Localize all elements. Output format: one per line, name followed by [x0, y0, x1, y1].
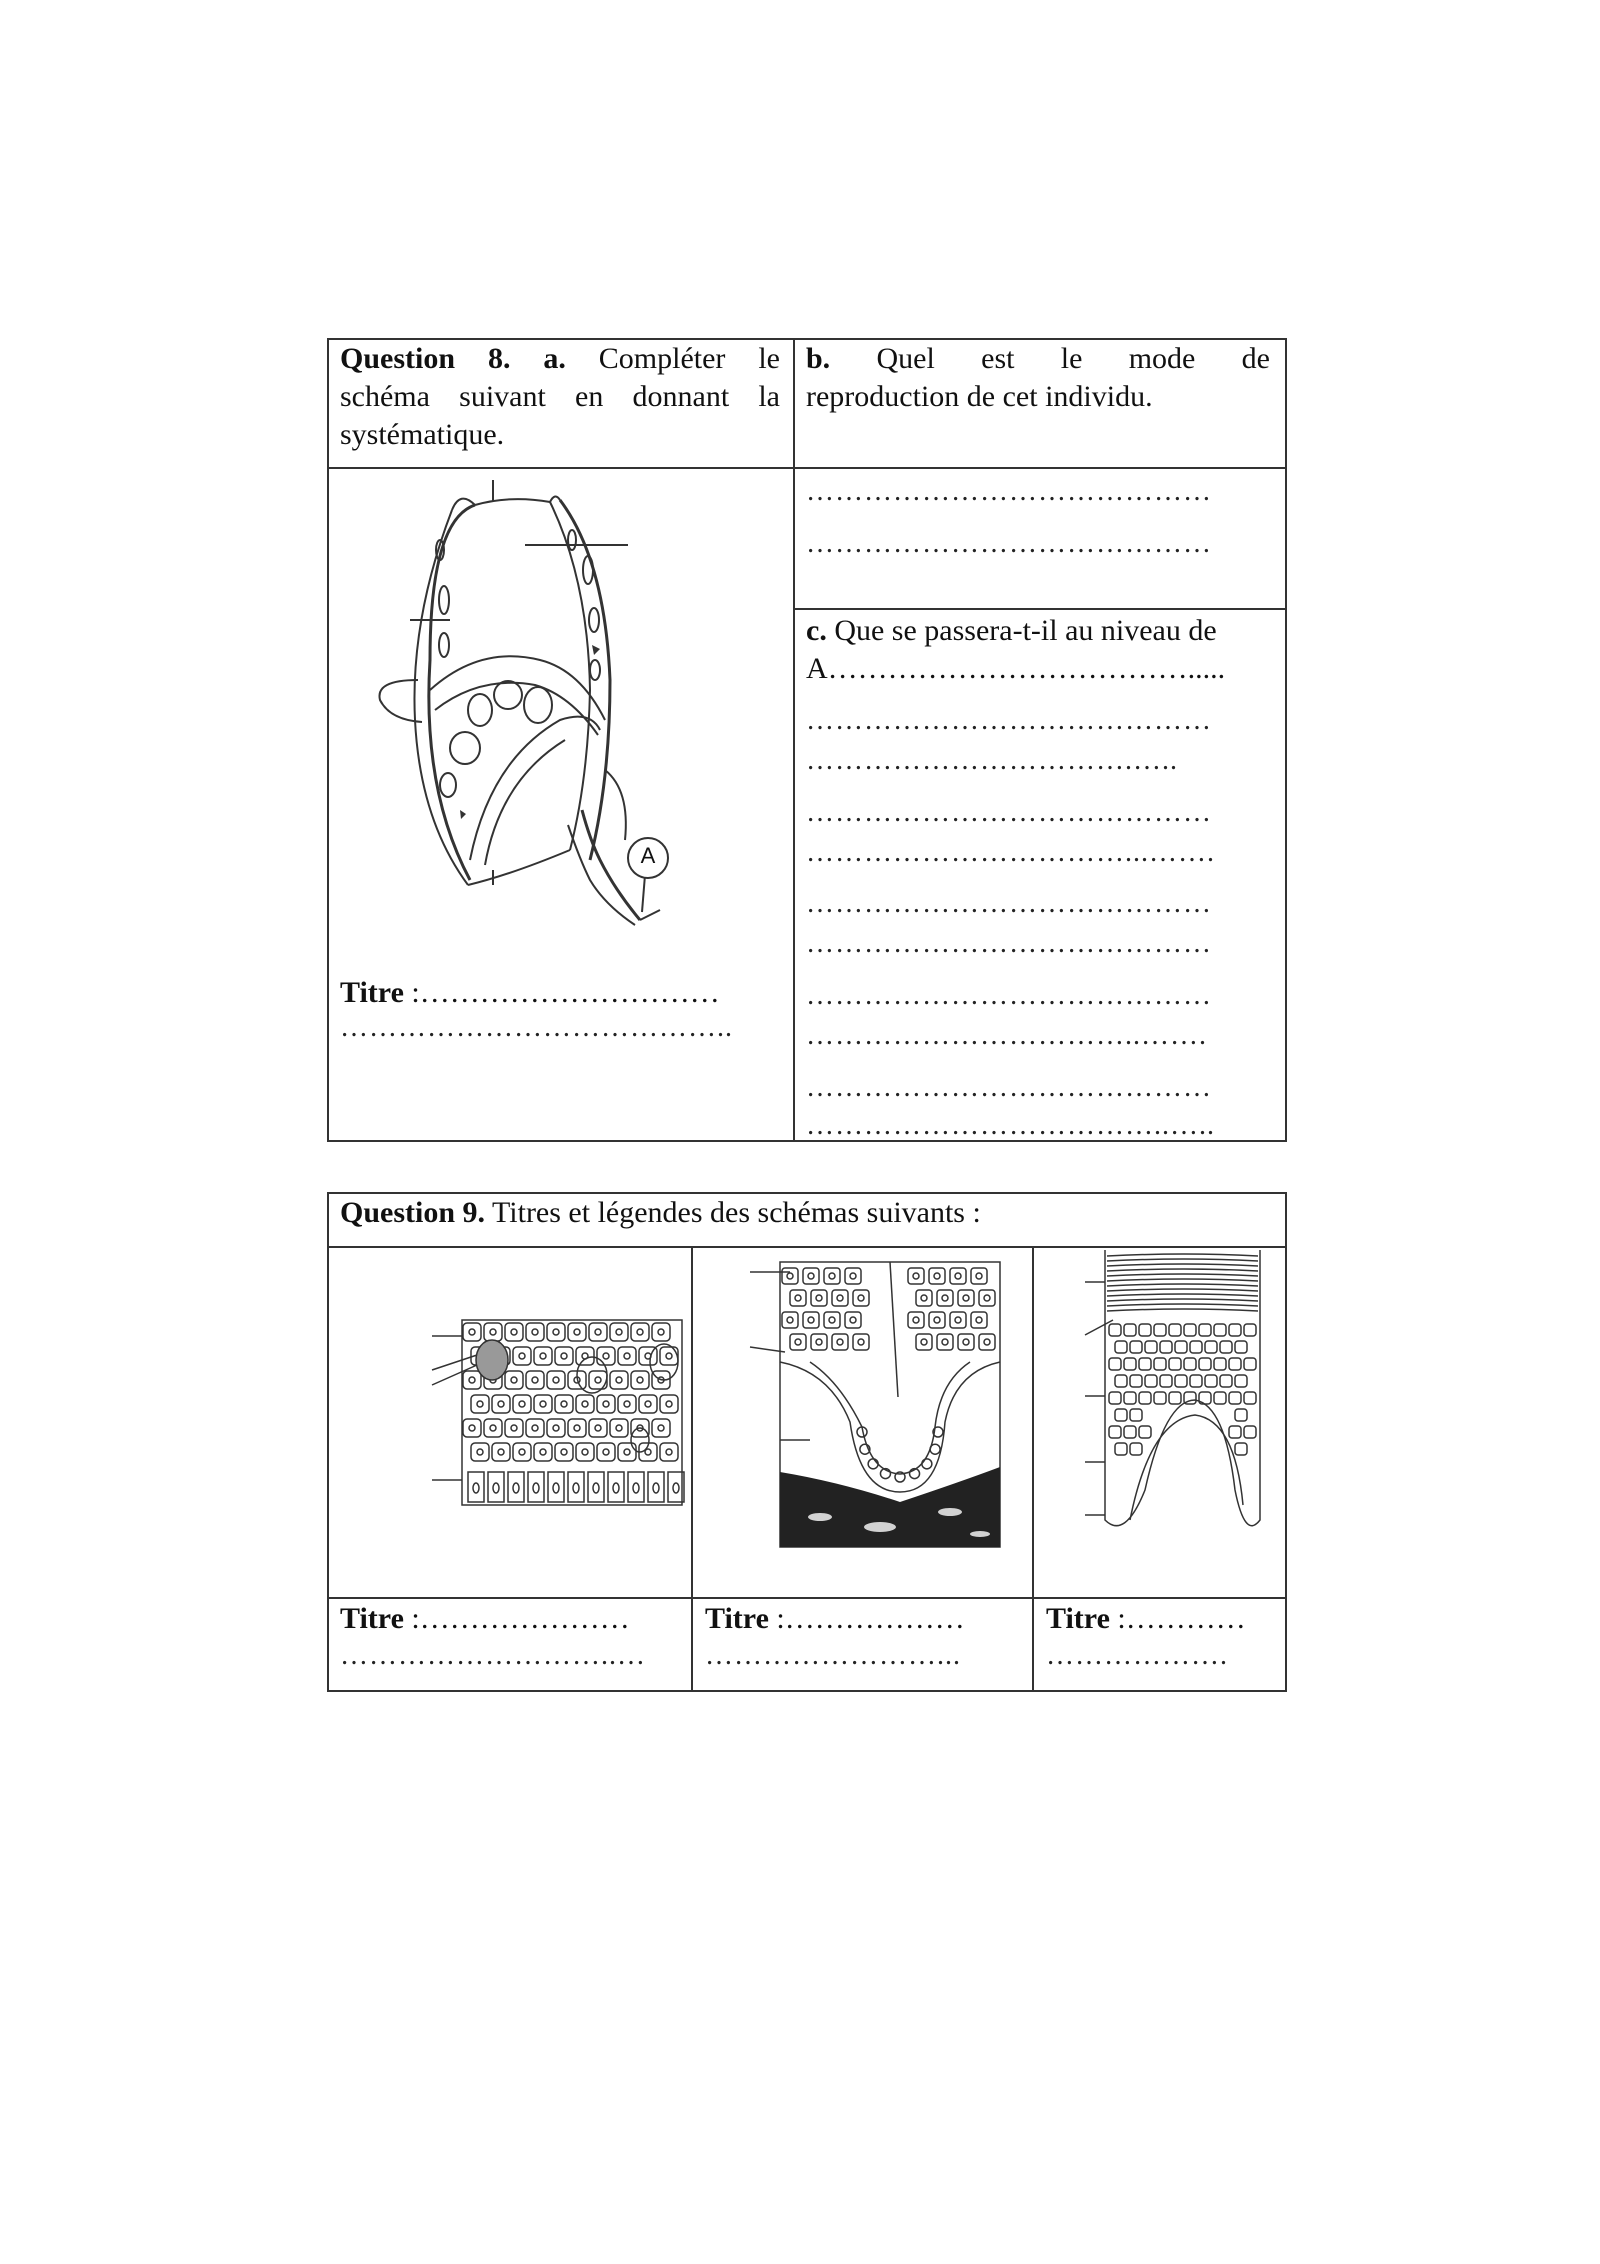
answer-line[interactable]: ……………………………………	[806, 528, 1212, 559]
hydra-section-diagram	[360, 480, 700, 940]
q9-titre-2[interactable]	[705, 1600, 965, 1638]
answer-line[interactable]: ……………………………………	[806, 928, 1212, 959]
answer-line[interactable]: ……………………………………	[806, 705, 1212, 736]
question-8a-titre[interactable]	[340, 974, 780, 1012]
titre-dots-line2[interactable]: ……………….	[1046, 1640, 1228, 1671]
epithelium-diagram-3	[1085, 1250, 1285, 1570]
answer-line[interactable]: ………………………………..…..	[806, 1110, 1215, 1141]
epithelium-diagram-1	[432, 1310, 692, 1510]
question-8a-text-2: schéma suivant en donnant la	[340, 380, 780, 413]
titre-dots: :…………	[1117, 1602, 1246, 1635]
q9-titre-1[interactable]	[340, 1600, 630, 1638]
titre-label: Titre	[705, 1602, 769, 1635]
answer-line[interactable]: ……………………………………	[806, 980, 1212, 1011]
epithelium-diagram-2	[750, 1262, 1010, 1552]
question-9-prompt	[340, 1194, 981, 1232]
question-8c-text-1: Que se passera-t-il au niveau de	[834, 614, 1217, 647]
answer-line[interactable]: ……………………………...…….	[806, 837, 1215, 868]
titre-label: Titre	[1046, 1602, 1110, 1635]
question-8b-prompt	[806, 340, 1270, 416]
titre-dots: :…………………	[411, 1602, 630, 1635]
question-8c-prompt	[806, 612, 1276, 688]
answer-line[interactable]: ……………………………………	[806, 797, 1212, 828]
question-8a-text-1: Compléter le	[598, 342, 780, 375]
titre-dots: :………………	[776, 1602, 965, 1635]
question-8a-prompt	[340, 340, 780, 454]
question-9-text: Titres et légendes des schémas suivants :	[492, 1196, 981, 1229]
answer-line[interactable]: …………………………….…..	[806, 745, 1178, 776]
question-8a-text-3: systématique.	[340, 418, 505, 451]
question-9-bold: Question 9.	[340, 1196, 486, 1229]
label-a: A	[640, 843, 656, 868]
titre-dots: :…………………………	[411, 976, 720, 1009]
titre-label: Titre	[340, 976, 404, 1009]
question-8a-bold: Question 8. a.	[340, 342, 566, 375]
question-8c-text-2: A……………………………….....	[806, 652, 1226, 685]
answer-line[interactable]: ……………………………………	[806, 476, 1212, 507]
answer-line[interactable]: ……………………………………	[806, 888, 1212, 919]
q9-titre-3[interactable]	[1046, 1600, 1246, 1638]
answer-line[interactable]: ……………………………………	[806, 1072, 1212, 1103]
question-8b-text-1: Quel est le mode de	[876, 342, 1270, 375]
titre-dots-line2[interactable]: ……………………...	[705, 1640, 961, 1671]
titre-label: Titre	[340, 1602, 404, 1635]
titre-dots-line2[interactable]: ………………………..…	[340, 1640, 646, 1671]
question-8b-text-2: reproduction de cet individu.	[806, 380, 1153, 413]
answer-line[interactable]: ……………………………..…….	[806, 1020, 1207, 1051]
question-8c-bold: c.	[806, 614, 827, 647]
titre-dots-line2[interactable]: …………………………………..	[340, 1012, 733, 1043]
question-8b-bold: b.	[806, 342, 831, 375]
